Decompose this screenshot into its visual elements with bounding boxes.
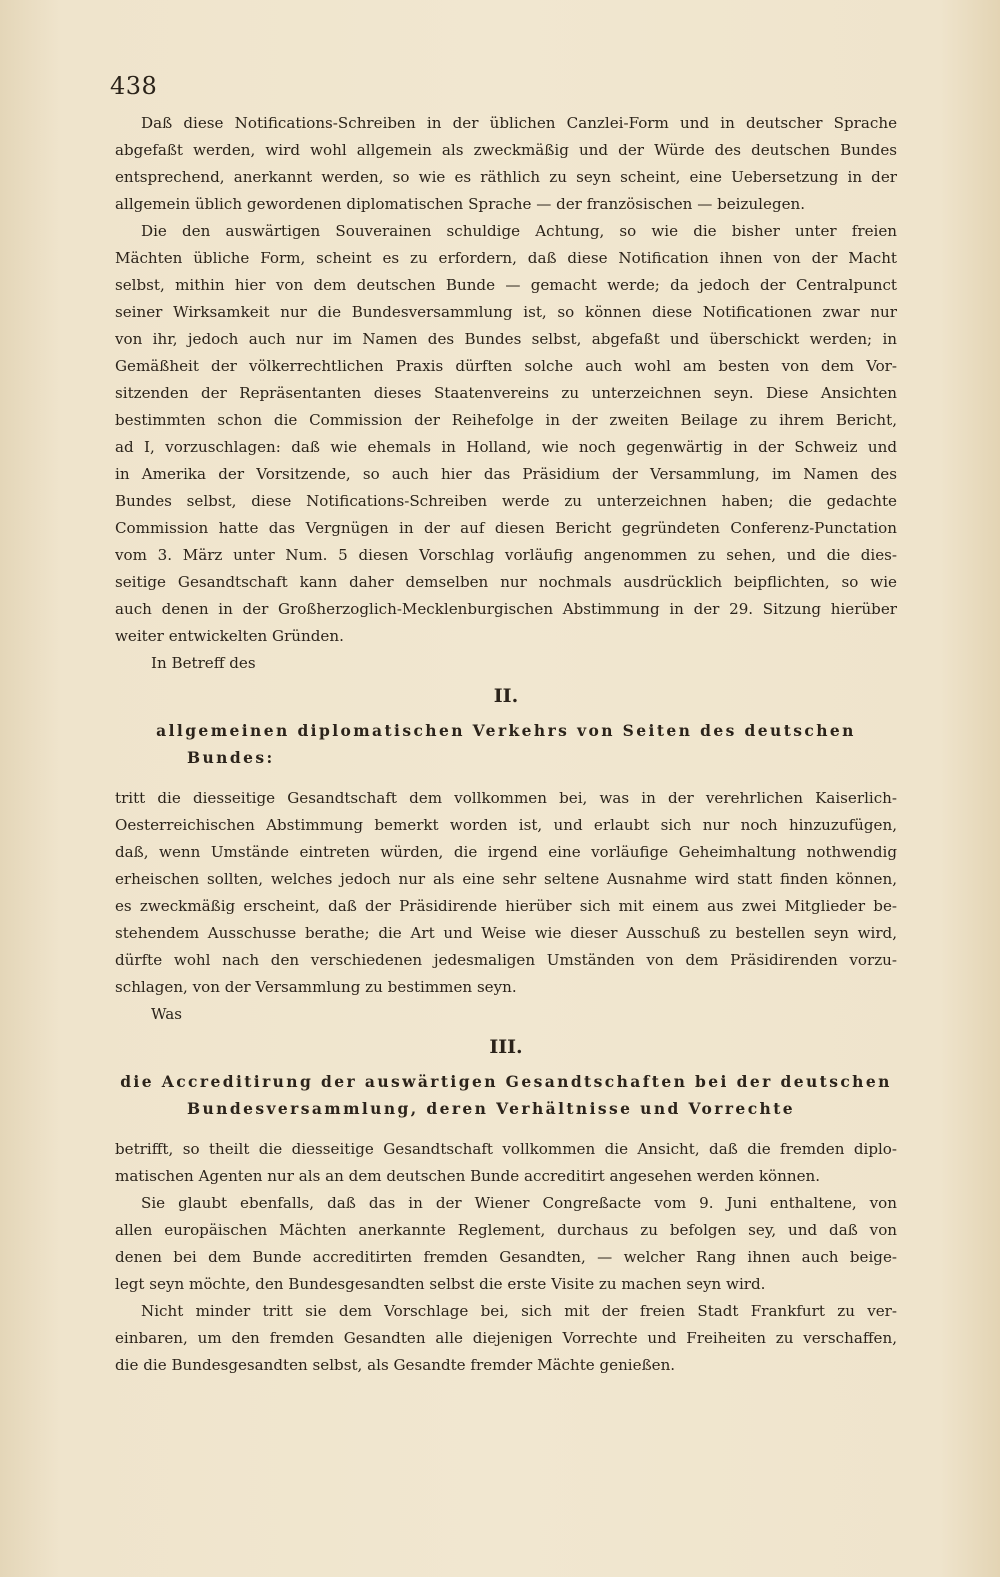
page-number: 438 bbox=[110, 72, 158, 100]
text-line: abgefaßt werden, wird wohl allgemein als zweckmäßig und der Würde des deutschen Bundes bbox=[115, 141, 897, 159]
paragraph-vienna-regulation bbox=[115, 1190, 897, 1298]
paragraph-sovereign-respect bbox=[115, 218, 897, 650]
text-line: vom 3. März unter Num. 5 diesen Vorschlag vorläufig angenommen zu sehen, und die dies- bbox=[115, 546, 897, 564]
text-line: allen europäischen Mächten anerkannte Reglement, durchaus zu befolgen sey, und daß von bbox=[115, 1221, 897, 1239]
text-line: es zweckmäßig erscheint, daß der Präsidirende hierüber sich mit einem aus zwei Mitglieder be- bbox=[115, 897, 897, 915]
text-line: Daß diese Notifications-Schreiben in der üblichen Canzlei-Form und in deutscher Sprache bbox=[141, 114, 897, 132]
text-line: von ihr, jedoch auch nur im Namen des Bundes selbst, abgefaßt und überschickt werden; in bbox=[115, 330, 897, 348]
text-line: einbaren, um den fremden Gesandten alle diejenigen Vorrechte und Freiheiten zu verschaffen, bbox=[115, 1329, 897, 1347]
text-line: in Amerika der Vorsitzende, so auch hier das Präsidium der Versammlung, im Namen des bbox=[115, 465, 897, 483]
text-line: auch denen in der Großherzoglich-Mecklenburgischen Abstimmung in der 29. Sitzung hierüber bbox=[115, 600, 897, 618]
paragraph-accreditation bbox=[115, 1136, 897, 1190]
spacer bbox=[115, 1122, 897, 1136]
text-line: Bundes selbst, diese Notifications-Schreiben werde zu unterzeichnen haben; die gedachte bbox=[115, 492, 897, 510]
text-line: Nicht minder tritt sie dem Vorschlage bei, sich mit der freien Stadt Frankfurt zu ver- bbox=[141, 1302, 897, 1320]
page-body bbox=[115, 110, 897, 1379]
text-line: ad I, vorzuschlagen: daß wie ehemals in Holland, wie noch gegenwärtig in der Schweiz und bbox=[115, 438, 897, 456]
text-line: legt seyn möchte, den Bundesgesandten selbst die erste Visite zu machen seyn wird. bbox=[115, 1275, 766, 1293]
section-heading: Bundesversammlung, deren Verhältnisse und Vorrechte bbox=[187, 1099, 796, 1118]
text-line: schlagen, von der Versammlung zu bestimmen seyn. bbox=[115, 978, 517, 996]
text-line: matischen Agenten nur als an dem deutschen Bunde accreditirt angesehen werden können. bbox=[115, 1167, 821, 1185]
section-numeral: II. bbox=[493, 685, 519, 707]
text-line: allgemein üblich gewordenen diplomatischen Sprache — der französischen — beizulegen. bbox=[115, 195, 806, 213]
section-numeral: III. bbox=[489, 1036, 523, 1058]
text-line: Gemäßheit der völkerrechtlichen Praxis dürften solche auch wohl am besten von dem Vor- bbox=[115, 357, 897, 375]
text-line: Die den auswärtigen Souverainen schuldige Achtung, so wie die bisher unter freien bbox=[141, 222, 897, 240]
text-line: seitige Gesandtschaft kann daher demselben nur nochmals ausdrücklich beipflichten, so wie bbox=[115, 573, 897, 591]
section-heading: die Accreditirung der auswärtigen Gesandtschaften bei der deutschen bbox=[120, 1072, 892, 1091]
text-line: Mächten übliche Form, scheint es zu erfordern, daß diese Notification ihnen von der Macht bbox=[115, 249, 897, 267]
text-line: denen bei dem Bunde accreditirten fremden Gesandten, — welcher Rang ihnen auch beige- bbox=[115, 1248, 897, 1266]
section-heading: Bundes: bbox=[187, 748, 275, 767]
text-line: Commission hatte das Vergnügen in der auf diesen Bericht gegründeten Conferenz-Punctation bbox=[115, 519, 897, 537]
section-heading: allgemeinen diplomatischen Verkehrs von Seiten des deutschen bbox=[156, 721, 856, 740]
text-line: die die Bundesgesandten selbst, als Gesandte fremder Mächte genießen. bbox=[115, 1356, 676, 1374]
text-line: weiter entwickelten Gründen. bbox=[115, 627, 344, 645]
text-line: dürfte wohl nach den verschiedenen jedesmaligen Umständen von dem Präsidirenden vorzu- bbox=[115, 951, 897, 969]
text-line: erheischen sollten, welches jedoch nur als eine sehr seltene Ausnahme wird statt finden können, bbox=[115, 870, 897, 888]
paragraph-diplomatic-traffic bbox=[115, 785, 897, 1001]
text-line: Oesterreichischen Abstimmung bemerkt worden ist, und erlaubt sich nur noch hinzuzufügen, bbox=[115, 816, 897, 834]
paragraph-frankfurt-privileges bbox=[115, 1298, 897, 1379]
text-line: seiner Wirksamkeit nur die Bundesversammlung ist, so können diese Notificationen zwar nur bbox=[115, 303, 897, 321]
catchword: In Betreff des bbox=[151, 654, 256, 672]
text-line: stehendem Ausschusse berathe; die Art und Weise wie dieser Ausschuß zu bestellen seyn wird, bbox=[115, 924, 897, 942]
spacer bbox=[115, 771, 897, 785]
text-line: selbst, mithin hier von dem deutschen Bunde — gemacht werde; da jedoch der Centralpunct bbox=[115, 276, 897, 294]
text-line: daß, wenn Umstände eintreten würden, die irgend eine vorläufige Geheimhaltung nothwendig bbox=[115, 843, 897, 861]
catchword: Was bbox=[151, 1005, 182, 1023]
text-line: Sie glaubt ebenfalls, daß das in der Wiener Congreßacte vom 9. Juni enthaltene, von bbox=[141, 1194, 897, 1212]
paragraph-notification-form bbox=[115, 110, 897, 218]
text-line: tritt die diesseitige Gesandtschaft dem vollkommen bei, was in der verehrlichen Kaiserlich- bbox=[115, 789, 897, 807]
text-line: entsprechend, anerkannt werden, so wie es räthlich zu seyn scheint, eine Uebersetzung in der bbox=[115, 168, 897, 186]
text-line: betrifft, so theilt die diesseitige Gesandtschaft vollkommen die Ansicht, daß die fremden diplo- bbox=[115, 1140, 897, 1158]
text-line: bestimmten schon die Commission der Reihefolge in der zweiten Beilage zu ihrem Bericht, bbox=[115, 411, 897, 429]
text-line: sitzenden der Repräsentanten dieses Staatenvereins zu unterzeichnen seyn. Diese Ansichten bbox=[115, 384, 897, 402]
